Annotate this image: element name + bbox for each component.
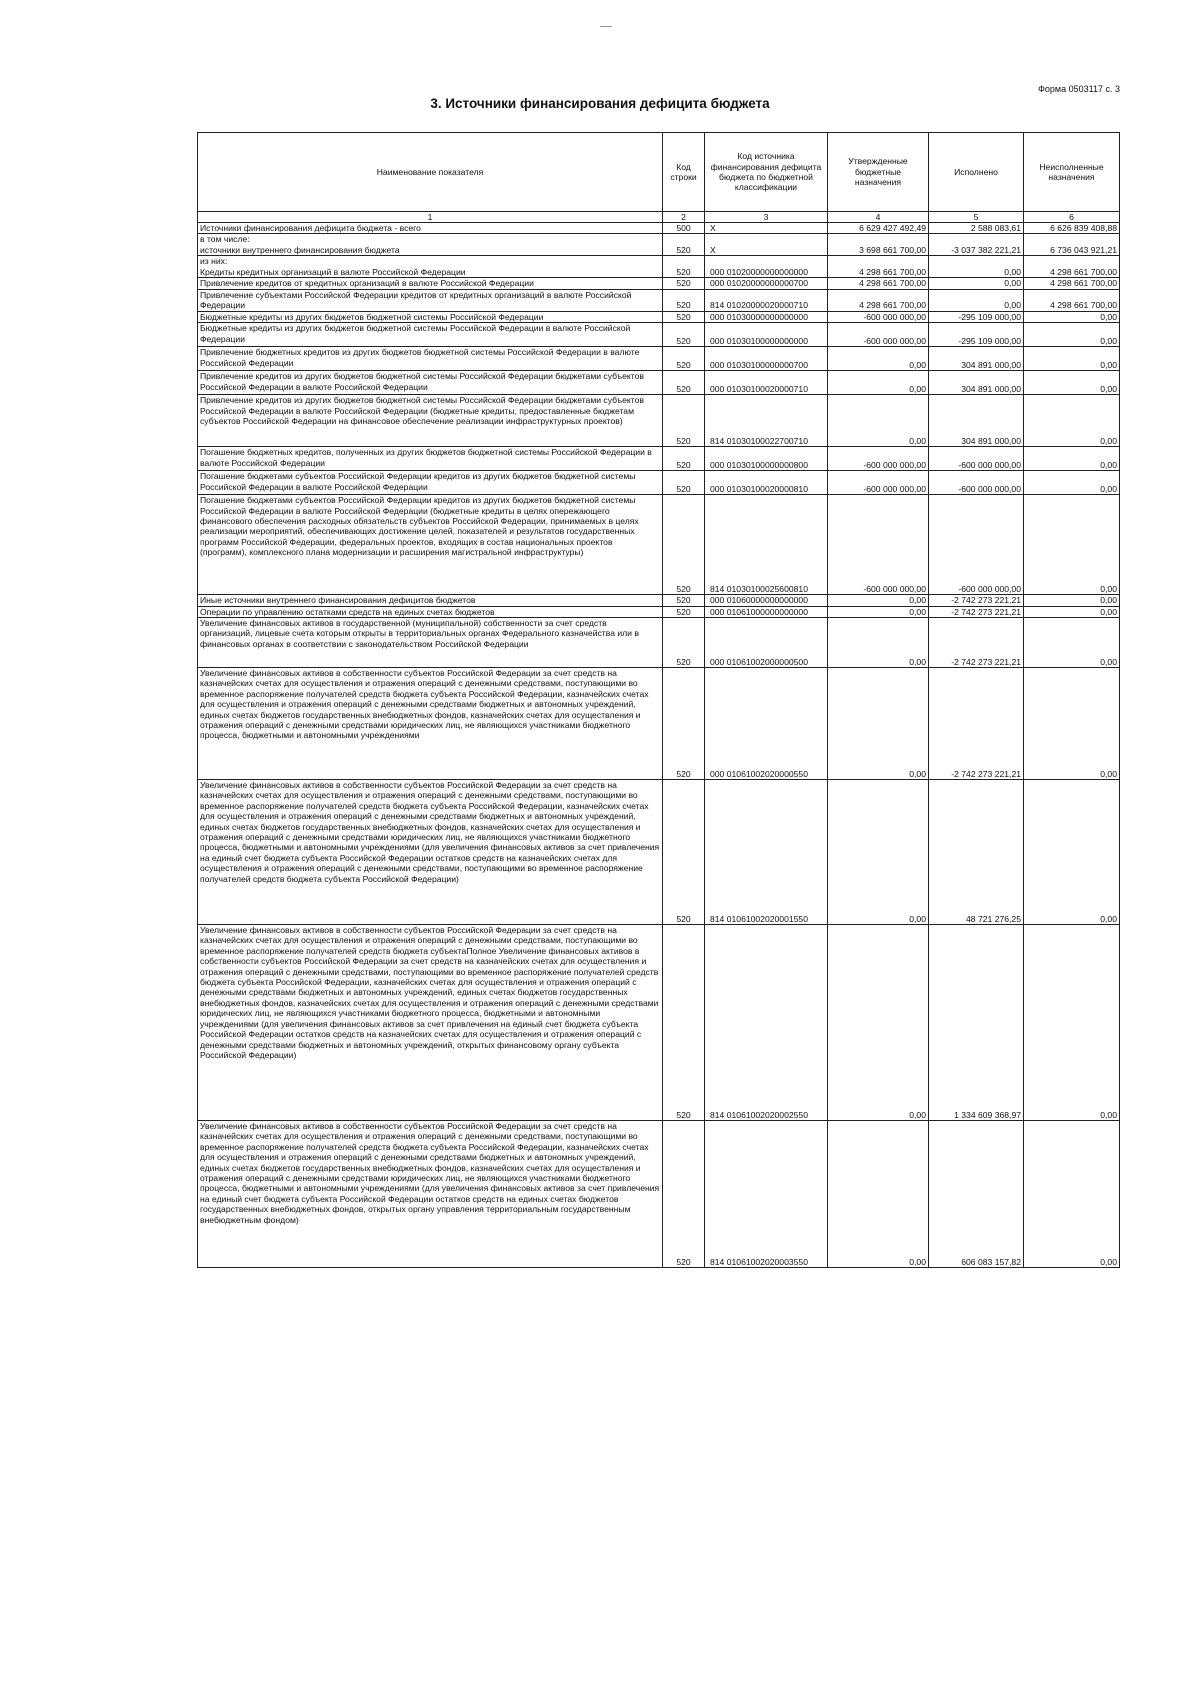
row-kbk: 000 01030100000000000 [705, 323, 828, 347]
row-executed: 304 891 000,00 [929, 395, 1024, 447]
row-name: Погашение бюджетами субъектов Российской Федерации кредитов из других бюджетов бюджетной системы Российской Федерации в валюте Российской Федерации (бюджетные кредиты в целях опережающего финансового обеспечения расходных обязательств субъектов Российской Федерации, принимаемых в целях реализации мероприятий, обеспечивающих достижение целей, показателей и результатов государственных программ Российской Федерации, федеральных проектов, входящих в состав национальных проектов (программ), комплексного плана модернизации и расширения магистральной инфраструктуры) [198, 495, 663, 595]
row-kbk: 814 01020000020000710 [705, 289, 828, 311]
row-code: 520 [663, 606, 705, 617]
row-kbk: 814 01061002020003550 [705, 1121, 828, 1268]
row-name: Увеличение финансовых активов в собственности субъектов Российской Федерации за счет средств на казначейских счетах для осуществления и отражения операций с денежными средствами, поступающими во временное распоряжение получателей средств бюджета субъекта Российской Федерации, казначейских счетах для осуществления и отражения операций с денежными средствами бюджетных и автономных учреждений, единых счетах бюджетов государственных внебюджетных фондов, казначейских счетах для осуществления и отражения операций с денежными средствами юридических лиц, не являющихся участниками бюджетного процесса, бюджетными и автономными учреждениями (для увеличения финансовых активов за счет привлечения на единый счет бюджета субъекта Российской Федерации остатков средств на казначейских счетах для осуществления и отражения операций с денежными средствами, поступающими во временное распоряжение получателей средств бюджета субъекта Российской Федерации) [198, 780, 663, 925]
row-code: 520 [663, 668, 705, 780]
row-approved: -600 000 000,00 [828, 447, 929, 471]
table-row [198, 1121, 1120, 1268]
row-code: 520 [663, 780, 705, 925]
row-executed: 2 588 083,61 [929, 223, 1024, 234]
row-unexecuted: 4 298 661 700,00 [1024, 256, 1120, 278]
row-executed: -3 037 382 221,21 [929, 234, 1024, 256]
col-number: 1 [198, 212, 663, 223]
row-kbk: 000 01030000000000000 [705, 311, 828, 322]
row-name: Увеличение финансовых активов в государственной (муниципальной) собственности за счет средств организаций, лицевые счета которым открыты в территориальных органах Федерального казначейства или в финансовых органах в соответствии с законодательством Российской Федерации [198, 618, 663, 668]
row-approved: 0,00 [828, 668, 929, 780]
row-executed: -600 000 000,00 [929, 495, 1024, 595]
row-name: Бюджетные кредиты из других бюджетов бюджетной системы Российской Федерации [198, 311, 663, 322]
table-row [198, 780, 1120, 925]
table-row [198, 256, 1120, 278]
row-unexecuted: 0,00 [1024, 1121, 1120, 1268]
row-approved: -600 000 000,00 [828, 471, 929, 495]
page-title: 3. Источники финансирования дефицита бюджета [430, 96, 770, 111]
row-code: 520 [663, 595, 705, 606]
row-name: Увеличение финансовых активов в собственности субъектов Российской Федерации за счет средств на казначейских счетах для осуществления и отражения операций с денежными средствами, поступающими во временное распоряжение получателей средств бюджета субъекта Российской Федерации, казначейских счетах для осуществления и отражения операций с денежными средствами бюджетных и автономных учреждений, единых счетах бюджетов государственных внебюджетных фондов, казначейских счетах для осуществления и отражения операций с денежными средствами юридических лиц, не являющихся участниками бюджетного процесса, бюджетными и автономными учреждениями (для увеличения финансовых активов за счет привлечения на единый счет бюджета субъекта Российской Федерации остатков средств на единых счетах бюджетов государственных внебюджетных фондов, открытых органу управления территориальным государственным внебюджетным фондом) [198, 1121, 663, 1268]
row-approved: 0,00 [828, 371, 929, 395]
row-unexecuted: 4 298 661 700,00 [1024, 289, 1120, 311]
row-name: Привлечение кредитов из других бюджетов бюджетной системы Российской Федерации бюджетами субъектов Российской Федерации в валюте Российской Федерации (бюджетные кредиты, предоставленные бюджетам субъектов Российской Федерации на финансовое обеспечение реализации инфраструктурных проектов) [198, 395, 663, 447]
row-approved: -600 000 000,00 [828, 323, 929, 347]
row-name: Привлечение кредитов от кредитных организаций в валюте Российской Федерации [198, 278, 663, 289]
col-number: 5 [929, 212, 1024, 223]
row-executed: -600 000 000,00 [929, 447, 1024, 471]
row-code: 520 [663, 323, 705, 347]
row-unexecuted: 0,00 [1024, 606, 1120, 617]
col-number: 2 [663, 212, 705, 223]
row-code: 520 [663, 278, 705, 289]
row-executed: -2 742 273 221,21 [929, 595, 1024, 606]
row-kbk: 000 01030100000000800 [705, 447, 828, 471]
row-approved: -600 000 000,00 [828, 495, 929, 595]
col-header-kbk: Код источника финансирования дефицита бюджета по бюджетной классификации [705, 133, 828, 212]
row-name: Операции по управлению остатками средств на единых счетах бюджетов [198, 606, 663, 617]
table-row [198, 668, 1120, 780]
row-kbk: 814 01030100022700710 [705, 395, 828, 447]
row-name: в том числе: источники внутреннего финансирования бюджета [198, 234, 663, 256]
table-row [198, 289, 1120, 311]
row-kbk: X [705, 223, 828, 234]
row-kbk: 000 01030100000000700 [705, 347, 828, 371]
row-name: Увеличение финансовых активов в собственности субъектов Российской Федерации за счет средств на казначейских счетах для осуществления и отражения операций с денежными средствами, поступающими во временное распоряжение получателей средств бюджета субъектаПолное Увеличение финансовых активов в собственности субъектов Российской Федерации за счет средств на казначейских счетах для осуществления и отражения операций с денежными средствами, поступающими во временное распоряжение получателей средств бюджета субъекта Российской Федерации, казначейских счетах для осуществления и отражения операций с денежными средствами бюджетных и автономных учреждений, единых счетах бюджетов государственных внебюджетных фондов, казначейских счетах для осуществления и отражения операций с денежными средствами юридических лиц, не являющихся участниками бюджетного процесса, бюджетными и автономными учреждениями (для увеличения финансовых активов за счет привлечения на единый счет бюджета субъекта Российской Федерации остатков средств на казначейских счетах для осуществления и отражения операций с денежными средствами бюджетных и автономных учреждений, открытых финансовому органу субъекта Российской Федерации) [198, 925, 663, 1121]
row-unexecuted: 6 626 839 408,88 [1024, 223, 1120, 234]
row-name: Привлечение кредитов из других бюджетов бюджетной системы Российской Федерации бюджетами субъектов Российской Федерации в валюте Российской Федерации [198, 371, 663, 395]
row-kbk: 000 01061002020000550 [705, 668, 828, 780]
row-unexecuted: 0,00 [1024, 495, 1120, 595]
row-unexecuted: 0,00 [1024, 618, 1120, 668]
col-header-approved: Утвержденные бюджетные назначения [828, 133, 929, 212]
row-unexecuted: 0,00 [1024, 447, 1120, 471]
row-code: 520 [663, 347, 705, 371]
table-header-row [198, 133, 1120, 212]
table-row [198, 447, 1120, 471]
row-name: Источники финансирования дефицита бюджета - всего [198, 223, 663, 234]
col-number: 6 [1024, 212, 1120, 223]
column-number-row [198, 212, 1120, 223]
table-body [198, 223, 1120, 1268]
row-name: Увеличение финансовых активов в собственности субъектов Российской Федерации за счет средств на казначейских счетах для осуществления и отражения операций с денежными средствами, поступающими во временное распоряжение получателей средств бюджета субъекта Российской Федерации, казначейских счетах для осуществления и отражения операций с денежными средствами бюджетных и автономных учреждений, единых счетах бюджетов государственных внебюджетных фондов, казначейских счетах для осуществления и отражения операций с денежными средствами юридических лиц, не являющихся участниками бюджетного процесса, бюджетными и автономными учреждениями [198, 668, 663, 780]
table-row [198, 311, 1120, 322]
row-code: 520 [663, 311, 705, 322]
row-approved: 6 629 427 492,49 [828, 223, 929, 234]
table-row [198, 595, 1120, 606]
row-approved: 0,00 [828, 347, 929, 371]
row-executed: -600 000 000,00 [929, 471, 1024, 495]
row-unexecuted: 0,00 [1024, 323, 1120, 347]
table-row [198, 371, 1120, 395]
row-executed: -295 109 000,00 [929, 323, 1024, 347]
row-executed: 0,00 [929, 278, 1024, 289]
row-code: 520 [663, 256, 705, 278]
row-executed: -2 742 273 221,21 [929, 618, 1024, 668]
row-kbk: 000 01020000000000700 [705, 278, 828, 289]
row-code: 520 [663, 234, 705, 256]
row-kbk: 814 01061002020002550 [705, 925, 828, 1121]
row-executed: 1 334 609 368,97 [929, 925, 1024, 1121]
col-header-code: Код строки [663, 133, 705, 212]
col-header-executed: Исполнено [929, 133, 1024, 212]
row-approved: 0,00 [828, 780, 929, 925]
col-number: 3 [705, 212, 828, 223]
row-name: Иные источники внутреннего финансирования дефицитов бюджетов [198, 595, 663, 606]
row-approved: 4 298 661 700,00 [828, 256, 929, 278]
row-code: 520 [663, 925, 705, 1121]
row-unexecuted: 6 736 043 921,21 [1024, 234, 1120, 256]
row-code: 520 [663, 471, 705, 495]
row-executed: -2 742 273 221,21 [929, 668, 1024, 780]
form-number: Форма 0503117 с. 3 [1038, 84, 1120, 94]
table-row [198, 618, 1120, 668]
row-unexecuted: 0,00 [1024, 371, 1120, 395]
row-executed: 0,00 [929, 256, 1024, 278]
row-kbk: 000 01030100020000810 [705, 471, 828, 495]
row-code: 500 [663, 223, 705, 234]
row-code: 520 [663, 447, 705, 471]
table-row [198, 278, 1120, 289]
row-name: Погашение бюджетами субъектов Российской Федерации кредитов из других бюджетов бюджетной системы Российской Федерации в валюте Российской Федерации [198, 471, 663, 495]
row-kbk: 814 01061002020001550 [705, 780, 828, 925]
row-approved: 3 698 661 700,00 [828, 234, 929, 256]
col-number: 4 [828, 212, 929, 223]
row-unexecuted: 0,00 [1024, 595, 1120, 606]
row-unexecuted: 0,00 [1024, 311, 1120, 322]
row-code: 520 [663, 395, 705, 447]
row-unexecuted: 0,00 [1024, 471, 1120, 495]
row-code: 520 [663, 289, 705, 311]
row-kbk: 000 01061002000000500 [705, 618, 828, 668]
table-row [198, 925, 1120, 1121]
scan-mark [600, 26, 612, 27]
table-row [198, 223, 1120, 234]
financing-sources-table [197, 132, 1120, 1268]
row-code: 520 [663, 1121, 705, 1268]
row-unexecuted: 0,00 [1024, 925, 1120, 1121]
table-row [198, 395, 1120, 447]
row-unexecuted: 0,00 [1024, 780, 1120, 925]
row-approved: 0,00 [828, 925, 929, 1121]
row-code: 520 [663, 371, 705, 395]
row-executed: 304 891 000,00 [929, 371, 1024, 395]
row-kbk: 814 01030100025600810 [705, 495, 828, 595]
row-approved: 0,00 [828, 395, 929, 447]
row-unexecuted: 0,00 [1024, 668, 1120, 780]
row-executed: 606 083 157,82 [929, 1121, 1024, 1268]
row-unexecuted: 0,00 [1024, 347, 1120, 371]
row-code: 520 [663, 495, 705, 595]
table-row [198, 471, 1120, 495]
row-executed: 48 721 276,25 [929, 780, 1024, 925]
table-row [198, 234, 1120, 256]
row-kbk: 000 01030100020000710 [705, 371, 828, 395]
table-row [198, 347, 1120, 371]
row-name: Бюджетные кредиты из других бюджетов бюджетной системы Российской Федерации в валюте Российской Федерации [198, 323, 663, 347]
col-header-name: Наименование показателя [198, 133, 663, 212]
row-executed: -295 109 000,00 [929, 311, 1024, 322]
row-code: 520 [663, 618, 705, 668]
row-kbk: 000 01020000000000000 [705, 256, 828, 278]
col-header-unexecuted: Неисполненные назначения [1024, 133, 1120, 212]
row-unexecuted: 4 298 661 700,00 [1024, 278, 1120, 289]
row-approved: 0,00 [828, 595, 929, 606]
row-name: Погашение бюджетных кредитов, полученных из других бюджетов бюджетной системы Российской Федерации в валюте Российской Федерации [198, 447, 663, 471]
table-row [198, 323, 1120, 347]
row-name: Привлечение бюджетных кредитов из других бюджетов бюджетной системы Российской Федерации в валюте Российской Федерации [198, 347, 663, 371]
row-unexecuted: 0,00 [1024, 395, 1120, 447]
row-approved: 0,00 [828, 618, 929, 668]
row-executed: 0,00 [929, 289, 1024, 311]
row-kbk: 000 01061000000000000 [705, 606, 828, 617]
row-approved: 0,00 [828, 606, 929, 617]
row-name: Привлечение субъектами Российской Федерации кредитов от кредитных организаций в валюте Российской Федерации [198, 289, 663, 311]
row-kbk: 000 01060000000000000 [705, 595, 828, 606]
row-approved: 4 298 661 700,00 [828, 289, 929, 311]
row-executed: -2 742 273 221,21 [929, 606, 1024, 617]
table-row [198, 495, 1120, 595]
row-kbk: X [705, 234, 828, 256]
row-approved: 4 298 661 700,00 [828, 278, 929, 289]
row-approved: -600 000 000,00 [828, 311, 929, 322]
row-name: из них: Кредиты кредитных организаций в валюте Российской Федерации [198, 256, 663, 278]
row-executed: 304 891 000,00 [929, 347, 1024, 371]
table-row [198, 606, 1120, 617]
row-approved: 0,00 [828, 1121, 929, 1268]
